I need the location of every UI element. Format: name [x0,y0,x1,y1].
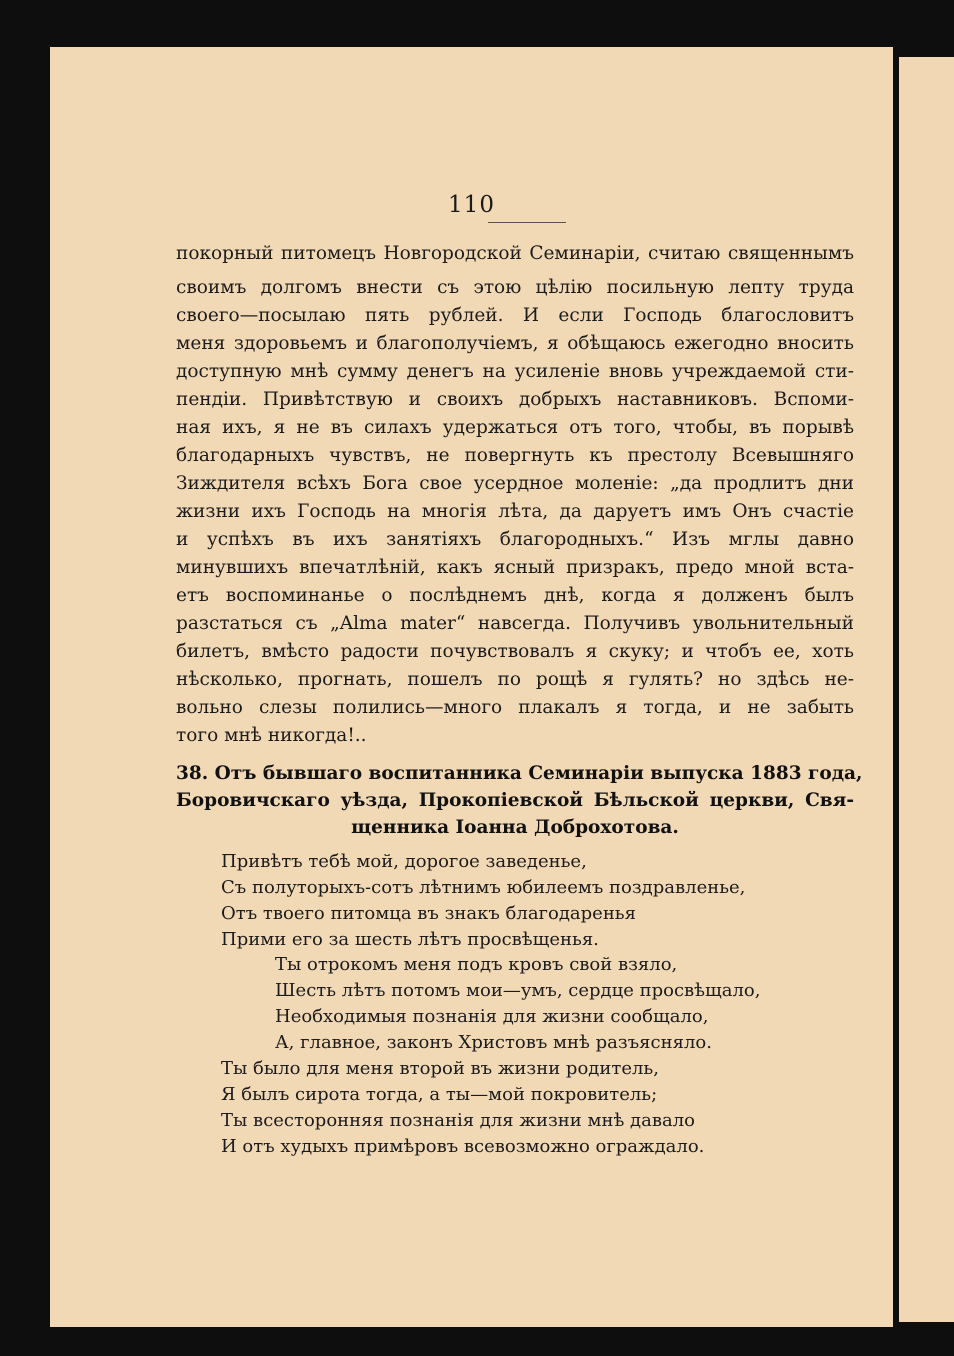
prose-line: своего—посылаю пять рублей. И если Господь благословитъ [176,305,854,326]
prose-line: меня здоровьемъ и благополучіемъ, я обѣщаюсь ежегодно вносить [176,333,854,354]
prose-line: пендіи. Привѣтствую и своихъ добрыхъ наставниковъ. Вспоми- [176,389,854,410]
book-page [50,47,893,1327]
verse-line: Шесть лѣтъ потомъ мои—умъ, сердце просвѣщало, [275,980,761,1001]
prose-line: вольно слезы полились—много плакалъ я тогда, и не забыть [176,697,854,718]
prose-line: того мнѣ никогда!.. [176,725,367,746]
verse-line: Необходимыя познанія для жизни сообщало, [275,1006,709,1027]
prose-line: ная ихъ, я не въ силахъ удержаться отъ того, чтобы, въ порывѣ [176,417,854,438]
prose-line: и успѣхъ въ ихъ занятіяхъ благородныхъ.“ Изъ мглы давно [176,529,854,550]
verse-line: И отъ худыхъ примѣровъ всевозможно ограждало. [221,1136,705,1157]
page-number: 110 [448,192,495,218]
verse-line: Ты отрокомъ меня подъ кровъ свой взяло, [275,954,678,975]
prose-line: благодарныхъ чувствъ, не повергнуть къ престолу Всевышняго [176,445,854,466]
prose-line: своимъ долгомъ внести съ этою цѣлію посильную лепту труда [176,277,854,298]
prose-line: разстаться съ „Alma mater“ навсегда. Получивъ увольнительный [176,613,854,634]
section-heading-line: 38. Отъ бывшаго воспитанника Семинаріи выпуска 1883 года, [176,763,863,784]
verse-line: Я былъ сирота тогда, а ты—мой покровитель; [221,1084,658,1105]
verse-line: Прими его за шесть лѣтъ просвѣщенья. [221,929,599,950]
verse-line: Ты всесторонняя познанія для жизни мнѣ давало [221,1110,696,1131]
prose-line: Зиждителя всѣхъ Бога свое усердное моленіе: „да продлитъ дни [176,473,854,494]
prose-line: нѣсколько, прогнать, пошелъ по рощѣ я гулять? но здѣсь не- [176,669,854,690]
verse-line: Привѣтъ тебѣ мой, дорогое заведенье, [221,851,587,872]
page-number-rule [488,222,566,223]
verse-line: Съ полуторыхъ-сотъ лѣтнимъ юбилеемъ поздравленье, [221,877,746,898]
section-heading-line: щенника Іоанна Доброхотова. [351,817,679,838]
prose-line: етъ воспоминанье о послѣднемъ днѣ, когда я долженъ былъ [176,585,854,606]
adjacent-page-edge [899,57,954,1322]
prose-line: билетъ, вмѣсто радости почувствовалъ я скуку; и чтобъ ее, хоть [176,641,854,662]
prose-line: доступную мнѣ сумму денегъ на усиленіе вновь учреждаемой сти- [176,361,854,382]
prose-line: минувшихъ впечатлѣній, какъ ясный призракъ, предо мной вста- [176,557,854,578]
verse-line: А, главное, законъ Христовъ мнѣ разъясняло. [275,1032,712,1053]
prose-line: жизни ихъ Господь на многія лѣта, да даруетъ имъ Онъ счастіе [176,501,854,522]
section-heading-line: Боровичскаго уѣзда, Прокопіевской Бѣльской церкви, Свя- [176,790,854,811]
prose-line: покорный питомецъ Новгородской Семинаріи, считаю священнымъ [176,243,854,264]
verse-line: Отъ твоего питомца въ знакъ благодаренья [221,903,636,924]
verse-line: Ты было для меня второй въ жизни родитель, [221,1058,659,1079]
